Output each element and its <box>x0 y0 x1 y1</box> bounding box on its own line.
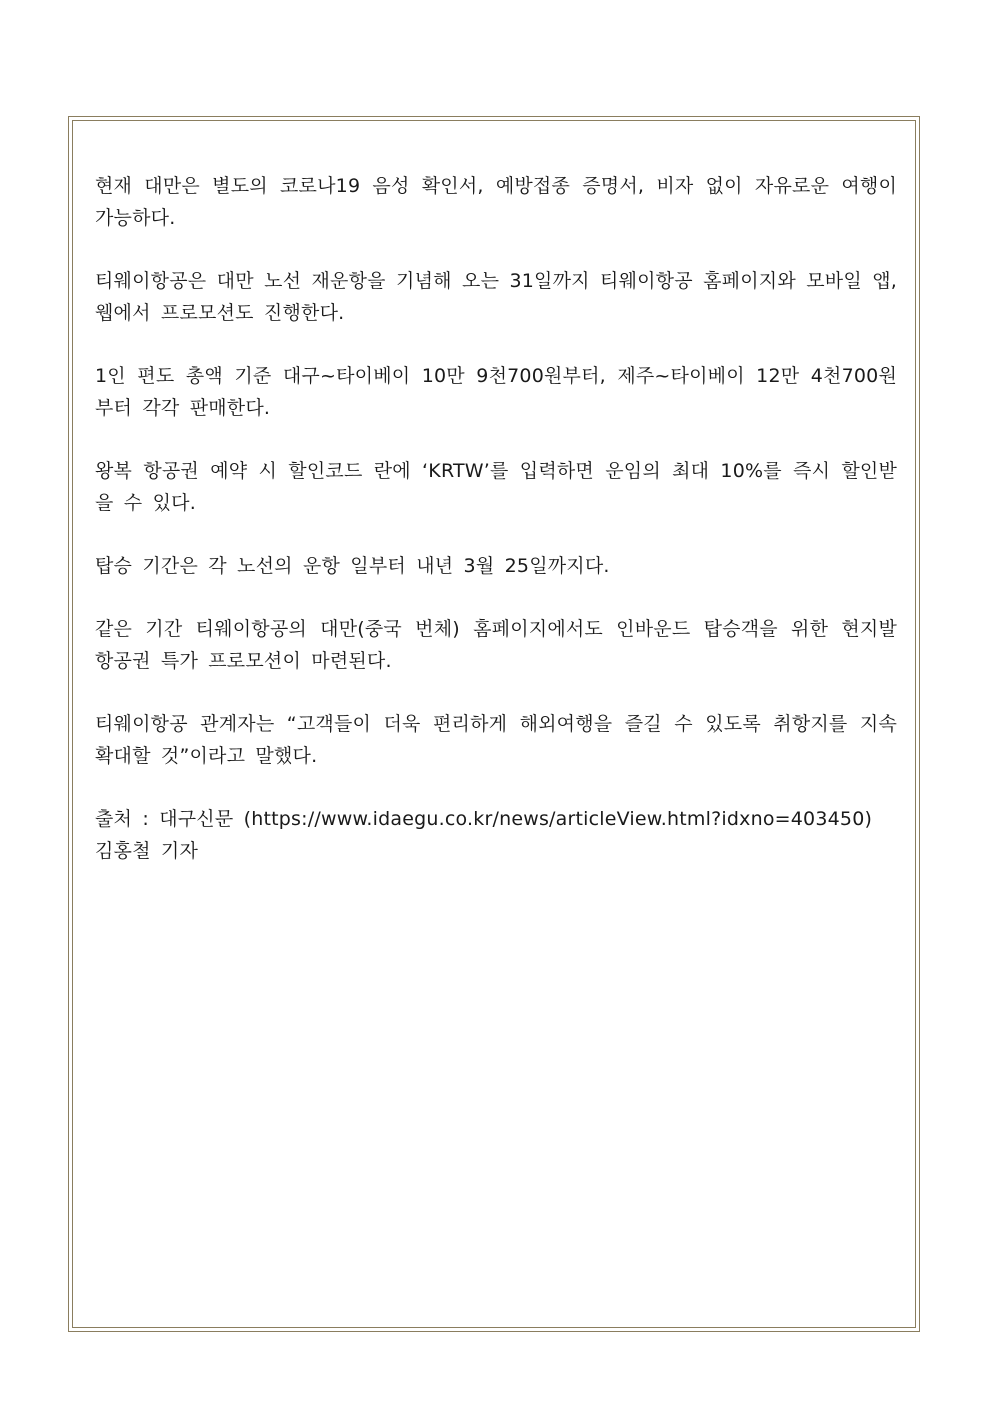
article-paragraph: 티웨이항공은 대만 노선 재운항을 기념해 오는 31일까지 티웨이항공 홈페이지와 모바일 앱, 웹에서 프로모션도 진행한다. <box>95 270 897 324</box>
article-paragraph: 같은 기간 티웨이항공의 대만(중국 번체) 홈페이지에서도 인바운드 탑승객을 위한 현지발 항공권 특가 프로모션이 마련된다. <box>95 618 897 672</box>
article-paragraph: 왕복 항공권 예약 시 할인코드 란에 ‘KRTW’를 입력하면 운임의 최대 10%를 즉시 할인받을 수 있다. <box>95 460 897 514</box>
article-paragraph: 현재 대만은 별도의 코로나19 음성 확인서, 예방접종 증명서, 비자 없이 자유로운 여행이 가능하다. <box>95 175 897 229</box>
article-body <box>95 170 897 898</box>
article-paragraph: 탑승 기간은 각 노선의 운항 일부터 내년 3월 25일까지다. <box>95 555 610 577</box>
source-citation: 출처 : 대구신문 (https://www.idaegu.co.kr/news/articleView.html?idxno=403450) <box>95 808 873 830</box>
article-paragraph: 티웨이항공 관계자는 “고객들이 더욱 편리하게 해외여행을 즐길 수 있도록 취항지를 지속 확대할 것”이라고 말했다. <box>95 713 897 767</box>
article-paragraph: 1인 편도 총액 기준 대구~타이베이 10만 9천700원부터, 제주~타이베이 12만 4천700원부터 각각 판매한다. <box>95 365 897 419</box>
source-credit <box>95 803 897 867</box>
reporter-name: 김홍철 기자 <box>95 840 199 862</box>
